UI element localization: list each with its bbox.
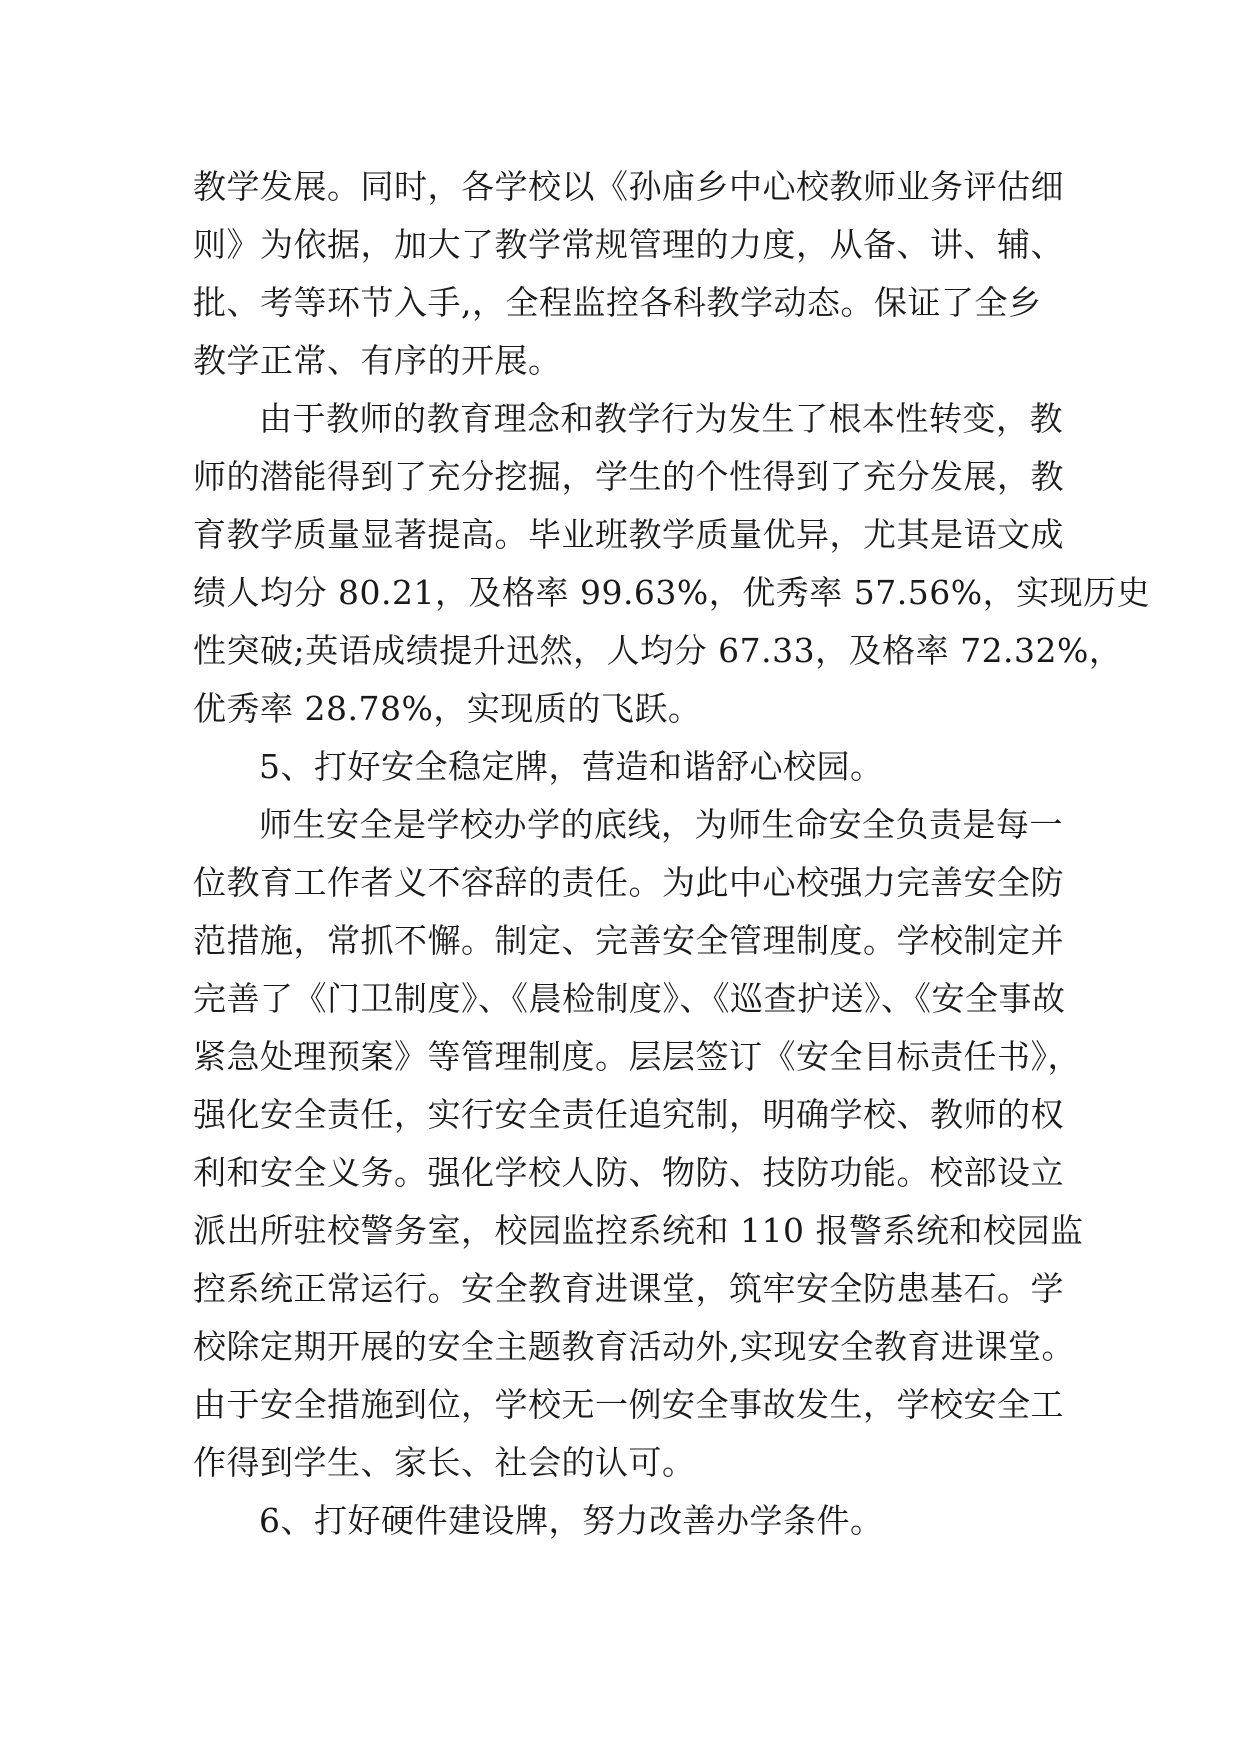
- text-line: 优秀率 28.78%，实现质的飞跃。: [193, 689, 702, 728]
- paragraph-start-line: 由于教师的教育理念和教学行为发生了根本性转变，教: [259, 399, 1063, 438]
- text-line: 紧急处理预案》等管理制度。层层签订《安全目标责任书》，: [193, 1037, 1081, 1076]
- body-text: [193, 158, 1151, 1550]
- text-line: 校除定期开展的安全主题教育活动外,实现安全教育进课堂。: [193, 1327, 1075, 1366]
- text-line: 教学发展。同时，各学校以《孙庙乡中心校教师业务评估细: [193, 167, 1064, 206]
- text-line: 则》为依据，加大了教学常规管理的力度，从备、讲、辅、: [193, 225, 1064, 264]
- text-line: 由于安全措施到位，学校无一例安全事故发生，学校安全工: [193, 1385, 1064, 1424]
- section-heading-6: 6、打好硬件建设牌，努力改善办学条件。: [259, 1501, 884, 1540]
- text-line: 性突破;英语成绩提升迅然，人均分 67.33，及格率 72.32%，: [193, 631, 1123, 670]
- paragraph-start-line: 师生安全是学校办学的底线，为师生命安全负责是每一: [259, 805, 1063, 844]
- text-line: 范措施，常抓不懈。制定、完善安全管理制度。学校制定并: [193, 921, 1064, 960]
- text-line: 利和安全义务。强化学校人防、物防、技防功能。校部设立: [193, 1153, 1064, 1192]
- text-line: 强化安全责任，实行安全责任追究制，明确学校、教师的权: [193, 1095, 1064, 1134]
- text-line: 师的潜能得到了充分挖掘，学生的个性得到了充分发展，教: [193, 457, 1064, 496]
- text-line: 教学正常、有序的开展。: [193, 341, 562, 380]
- text-line: 绩人均分 80.21，及格率 99.63%，优秀率 57.56%，实现历史: [193, 573, 1151, 612]
- text-line: 派出所驻校警务室，校园监控系统和 110 报警系统和校园监: [193, 1211, 1084, 1250]
- section-heading-5: 5、打好安全稳定牌，营造和谐舒心校园。: [259, 747, 884, 786]
- text-line: 作得到学生、家长、社会的认可。: [193, 1443, 696, 1482]
- text-line: 位教育工作者义不容辞的责任。为此中心校强力完善安全防: [193, 863, 1064, 902]
- text-line: 育教学质量显著提高。毕业班教学质量优异，尤其是语文成: [193, 515, 1064, 554]
- text-line: 批、考等环节入手,，全程监控各科教学动态。保证了全乡: [193, 283, 1042, 322]
- text-line: 控系统正常运行。安全教育进课堂，筑牢安全防患基石。学: [193, 1269, 1064, 1308]
- text-line: 完善了《门卫制度》、《晨检制度》、《巡查护送》、《安全事故: [193, 979, 1066, 1018]
